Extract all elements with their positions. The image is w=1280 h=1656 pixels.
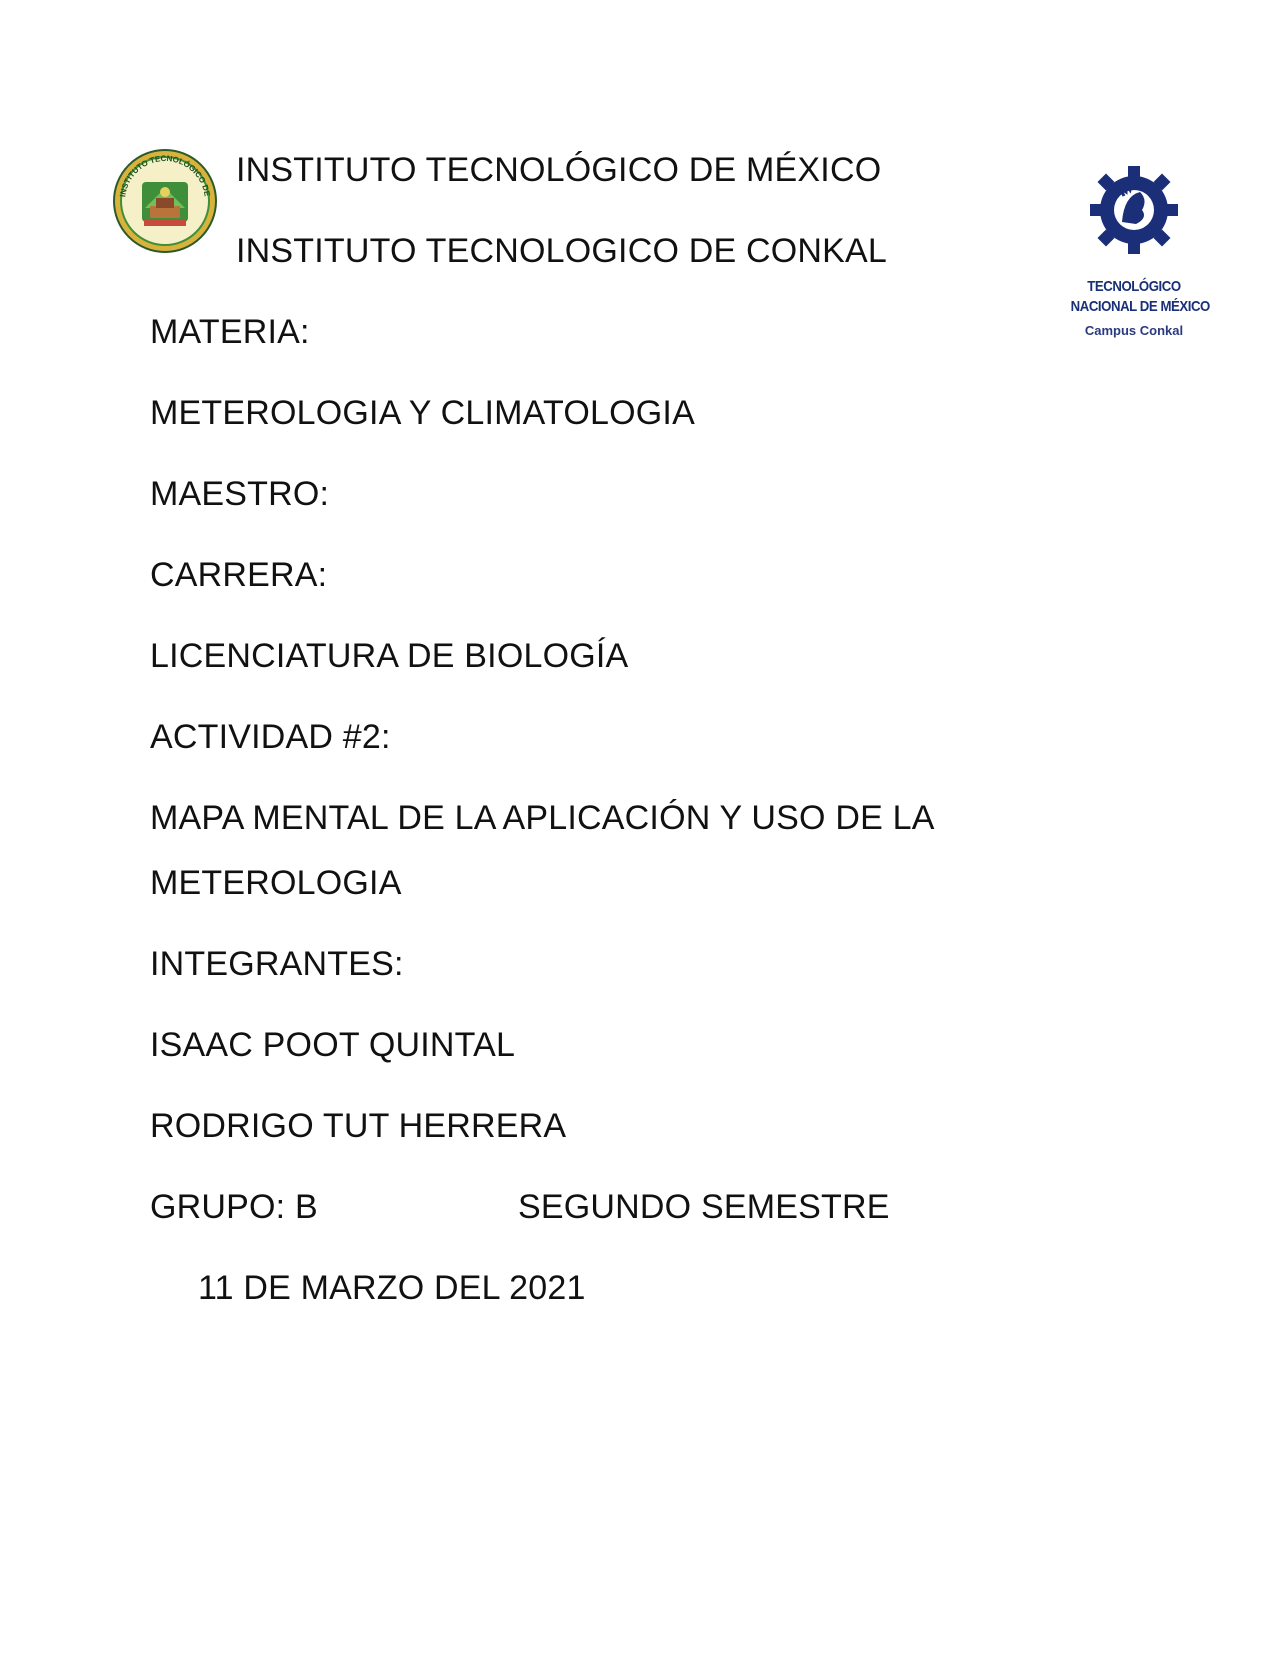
- tecnm-logo-line2: NACIONAL DE MÉXICO: [1070, 298, 1210, 315]
- materia-value: METEROLOGIA Y CLIMATOLOGIA: [150, 394, 695, 432]
- grupo-text: GRUPO: B: [150, 1188, 318, 1226]
- integrante-1: ISAAC POOT QUINTAL: [150, 1026, 516, 1064]
- tecnm-logo-line3: Campus Conkal: [1084, 323, 1184, 338]
- tecnm-campus-conkal-logo: [1062, 152, 1210, 352]
- header-line-1: INSTITUTO TECNOLÓGICO DE MÉXICO: [236, 151, 882, 189]
- maestro-label: MAESTRO:: [150, 475, 330, 513]
- tecnm-logo-line1: TECNOLÓGICO: [1087, 278, 1181, 295]
- integrante-2: RODRIGO TUT HERRERA: [150, 1107, 567, 1145]
- semestre-text: SEGUNDO SEMESTRE: [518, 1188, 890, 1226]
- instituto-conkal-seal-logo: [112, 148, 218, 254]
- actividad-value-line-2: METEROLOGIA: [150, 864, 402, 902]
- header-line-2: INSTITUTO TECNOLOGICO DE CONKAL: [236, 232, 888, 270]
- actividad-label: ACTIVIDAD #2:: [150, 718, 391, 756]
- actividad-value-line-1: MAPA MENTAL DE LA APLICACIÓN Y USO DE LA: [150, 799, 935, 837]
- svg-text:INSTITUTO TECNOLÓGICO DE CONKA: INSTITUTO TECNOLÓGICO DE: [118, 153, 212, 198]
- materia-label: MATERIA:: [150, 313, 310, 351]
- integrantes-label: INTEGRANTES:: [150, 945, 404, 983]
- carrera-label: CARRERA:: [150, 556, 328, 594]
- fecha-text: 11 DE MARZO DEL 2021: [198, 1269, 586, 1307]
- carrera-value: LICENCIATURA DE BIOLOGÍA: [150, 637, 629, 675]
